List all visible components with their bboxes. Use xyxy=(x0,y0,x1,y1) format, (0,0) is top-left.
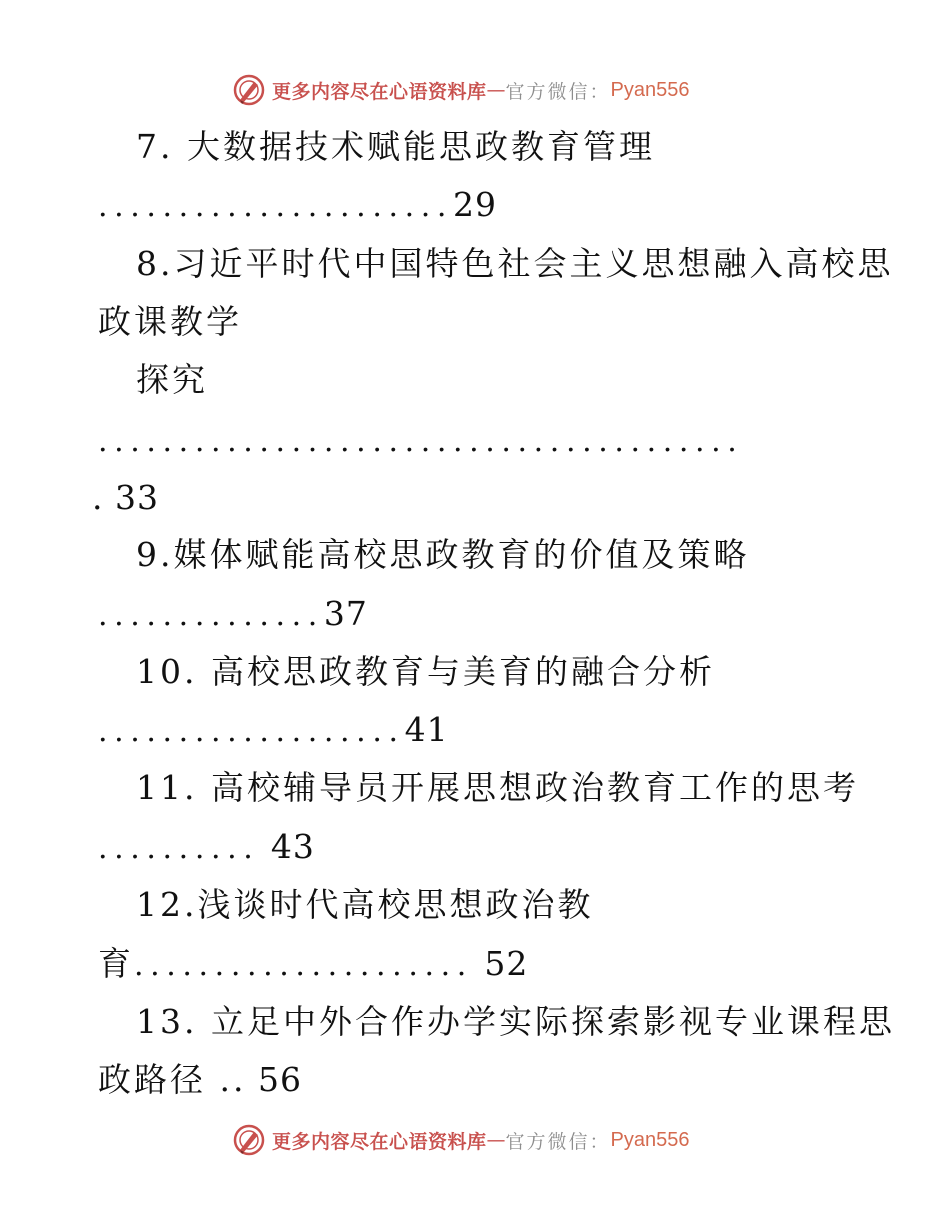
header-banner xyxy=(232,70,690,110)
footer-banner xyxy=(232,1120,690,1160)
toc-item-7-leader xyxy=(98,185,497,225)
dot-leader: .............. xyxy=(98,598,324,633)
toc-item-8-title[interactable]: 8.习近平时代中国特色社会主义思想融入高校思 xyxy=(136,244,894,283)
toc-item-10-leader xyxy=(98,710,449,750)
toc-item-8-title-cont2[interactable]: 探究 xyxy=(136,360,208,399)
dot-leader: ................... xyxy=(98,714,405,749)
page-number: 37 xyxy=(323,594,368,633)
dot-leader: ..................... xyxy=(134,948,473,983)
toc-item-7-title[interactable]: 7. 大数据技术赋能思政教育管理 xyxy=(136,127,655,166)
dot-leader: ...................... xyxy=(98,189,453,224)
banner-library-text: 更多内容尽在心语资料库 xyxy=(272,1130,487,1153)
banner-dash: — xyxy=(486,79,506,101)
page-number: 29 xyxy=(453,185,497,224)
toc-item-13-title-end: 政路径 .. xyxy=(98,1060,247,1099)
toc-item-12-title-end: 育 xyxy=(98,944,134,983)
pen-logo-icon xyxy=(232,73,266,107)
dot-leader: ........................................ xyxy=(98,424,744,459)
toc-item-11-title[interactable]: 11. 高校辅导员开展思想政治教育工作的思考 xyxy=(136,768,859,807)
banner-wechat-label: 官方微信： xyxy=(505,80,611,103)
banner-wechat-id: Pyan556 xyxy=(610,78,690,101)
toc-item-9-leader xyxy=(98,594,368,634)
toc-item-9-title[interactable]: 9.媒体赋能高校思政教育的价值及策略 xyxy=(136,535,750,574)
page-number: . 33 xyxy=(92,478,159,517)
toc-item-12-title[interactable]: 12.浅谈时代高校思想政治教 xyxy=(136,885,594,924)
page-number: 52 xyxy=(472,944,529,983)
toc-item-10-title[interactable]: 10. 高校思政教育与美育的融合分析 xyxy=(136,652,715,691)
banner-wechat-label: 官方微信： xyxy=(505,1130,611,1153)
page-number: 56 xyxy=(246,1060,302,1099)
toc-item-8-title-cont[interactable]: 政课教学 xyxy=(98,302,242,341)
toc-item-11-leader xyxy=(98,827,315,867)
banner-library-text: 更多内容尽在心语资料库 xyxy=(272,80,487,103)
pen-logo-icon xyxy=(232,1123,266,1157)
toc-item-13-leader xyxy=(98,1060,302,1100)
toc-item-12-leader xyxy=(98,944,528,984)
dot-leader: .......... xyxy=(98,831,260,866)
page-number: 41 xyxy=(404,710,449,749)
toc-item-13-title[interactable]: 13. 立足中外合作办学实际探索影视专业课程思 xyxy=(136,1002,895,1041)
toc-item-8-leader xyxy=(98,420,743,460)
toc-item-8-page xyxy=(92,478,159,518)
page-number: 43 xyxy=(259,827,315,866)
banner-dash: — xyxy=(486,1129,506,1151)
banner-wechat-id: Pyan556 xyxy=(610,1128,690,1151)
